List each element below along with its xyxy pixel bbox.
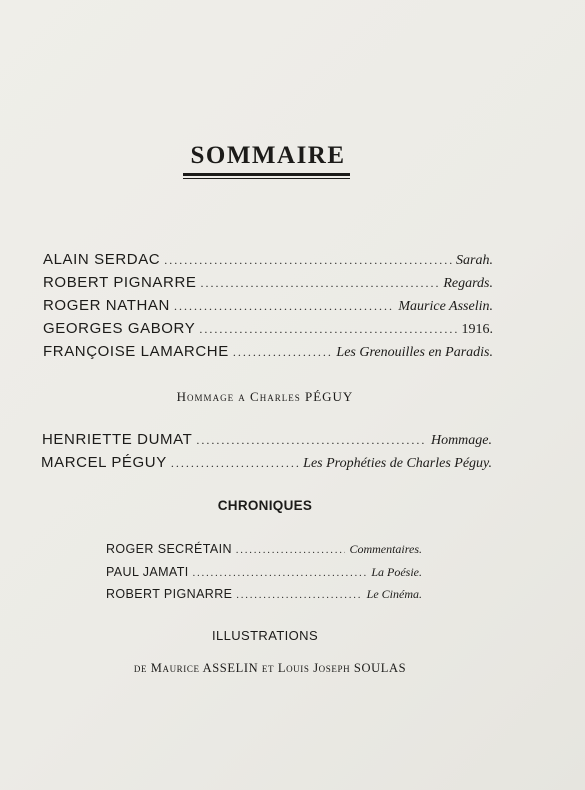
entry-author: ROBERT PIGNARRE (106, 587, 233, 601)
entry-author: HENRIETTE DUMAT (42, 431, 193, 448)
toc-entry (43, 297, 493, 315)
toc-entry (42, 431, 492, 449)
entry-author: MARCEL PÉGUY (41, 454, 167, 471)
toc-entry (41, 454, 492, 472)
leader-dots (199, 322, 457, 337)
entry-author: PAUL JAMATI (106, 565, 189, 579)
entry-title: Les Prophéties de Charles Péguy. (303, 456, 492, 471)
leader-dots (236, 590, 362, 601)
toc-entry (106, 587, 422, 602)
leader-dots (233, 345, 333, 360)
entry-title: Le Cinéma. (366, 587, 422, 601)
toc-entry (106, 565, 422, 580)
entry-author: ROGER NATHAN (43, 297, 170, 314)
entry-title: Sarah. (456, 253, 493, 268)
leader-dots (200, 276, 439, 291)
illustrations-credit: de Maurice ASSELIN et Louis Joseph SOULAS (133, 661, 407, 675)
entry-author: ROGER SECRÉTAIN (106, 542, 232, 556)
entry-author: ROBERT PIGNARRE (43, 274, 197, 291)
toc-entry (43, 343, 493, 361)
chroniques-heading: CHRONIQUES (217, 498, 313, 513)
entry-author: FRANÇOISE LAMARCHE (43, 343, 229, 360)
entry-title: Commentaires. (349, 542, 422, 556)
leader-dots (236, 545, 346, 556)
toc-entry (106, 542, 422, 557)
leader-dots (171, 456, 299, 471)
toc-entry (43, 251, 493, 269)
entry-title: Maurice Asselin. (398, 299, 493, 314)
toc-entry (43, 320, 493, 338)
leader-dots (164, 253, 452, 268)
leader-dots (174, 299, 394, 314)
leader-dots (196, 433, 427, 448)
entry-author: ALAIN SERDAC (43, 251, 161, 268)
hommage-heading: Hommage a Charles PÉGUY (176, 389, 354, 404)
entry-author: GEORGES GABORY (43, 320, 196, 337)
toc-entry (43, 274, 493, 292)
title-underline-thin (183, 178, 350, 179)
entry-title: 1916. (461, 322, 493, 337)
page-title: SOMMAIRE (190, 142, 346, 169)
title-underline-thick (183, 173, 350, 176)
entry-title: Hommage. (430, 433, 492, 448)
illustrations-heading: ILLUSTRATIONS (211, 628, 319, 643)
entry-title: La Poésie. (371, 565, 422, 579)
entry-title: Regards. (443, 276, 493, 291)
entry-title: Les Grenouilles en Paradis. (336, 345, 493, 360)
leader-dots (193, 568, 368, 579)
